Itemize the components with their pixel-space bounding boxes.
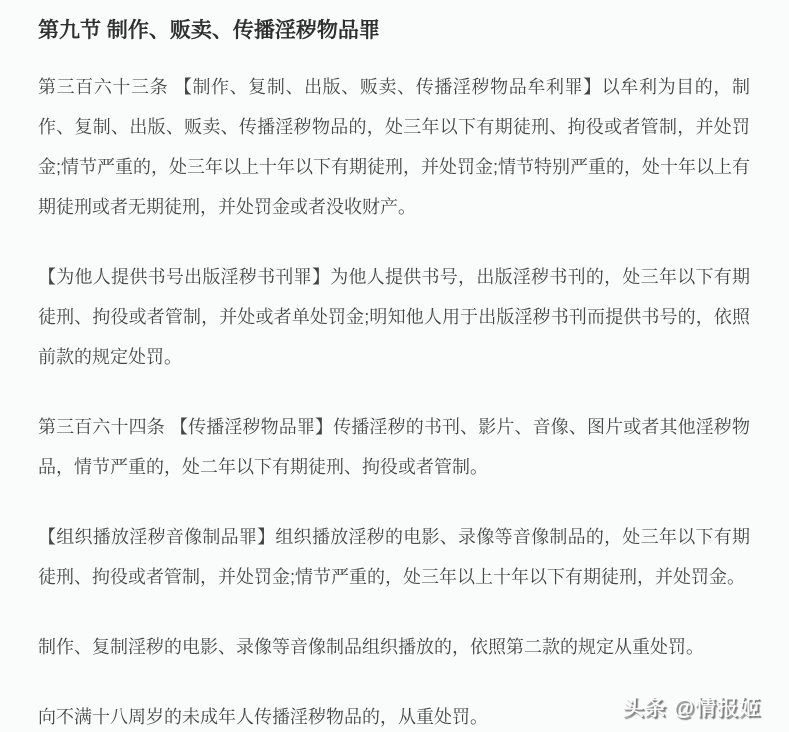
- law-paragraph-organizing-broadcast: 【组织播放淫秽音像制品罪】组织播放淫秽的电影、录像等音像制品的，处三年以下有期徒刑、拘役或者管制，并处罚金;情节严重的，处三年以上十年以下有期徒刑，并处罚金。: [38, 527, 750, 587]
- law-paragraph-minors: 向不满十八周岁的未成年人传播淫秽物品的，从重处罚。: [38, 707, 488, 727]
- section-title: 第九节 制作、贩卖、传播淫秽物品罪: [38, 19, 380, 42]
- law-paragraph-producing-copying: 制作、复制淫秽的电影、录像等音像制品组织播放的，依照第二款的规定从重处罚。: [38, 637, 704, 657]
- toutiao-watermark: 头条 @情报姬: [622, 697, 761, 720]
- law-paragraph-providing-book-numbers: 【为他人提供书号出版淫秽书刊罪】为他人提供书号，出版淫秽书刊的，处三年以下有期徒刑、拘役或者管制，并处或者单处罚金;明知他人用于出版淫秽书刊而提供书号的，依照前款的规定处罚。: [38, 267, 750, 367]
- law-paragraph-article-364: 第三百六十四条 【传播淫秽物品罪】传播淫秽的书刊、影片、音像、图片或者其他淫秽物品，情节严重的，处二年以下有期徒刑、拘役或者管制。: [38, 417, 750, 477]
- law-paragraph-article-363: 第三百六十三条 【制作、复制、出版、贩卖、传播淫秽物品牟利罪】以牟利为目的，制作、复制、出版、贩卖、传播淫秽物品的，处三年以下有期徒刑、拘役或者管制，并处罚金;情节严重的，处三年以上十年以下有期徒刑，并处罚金;情节特别严重的，处十年以上有期徒刑或者无期徒刑，并处罚金或者没收财产。: [38, 77, 750, 217]
